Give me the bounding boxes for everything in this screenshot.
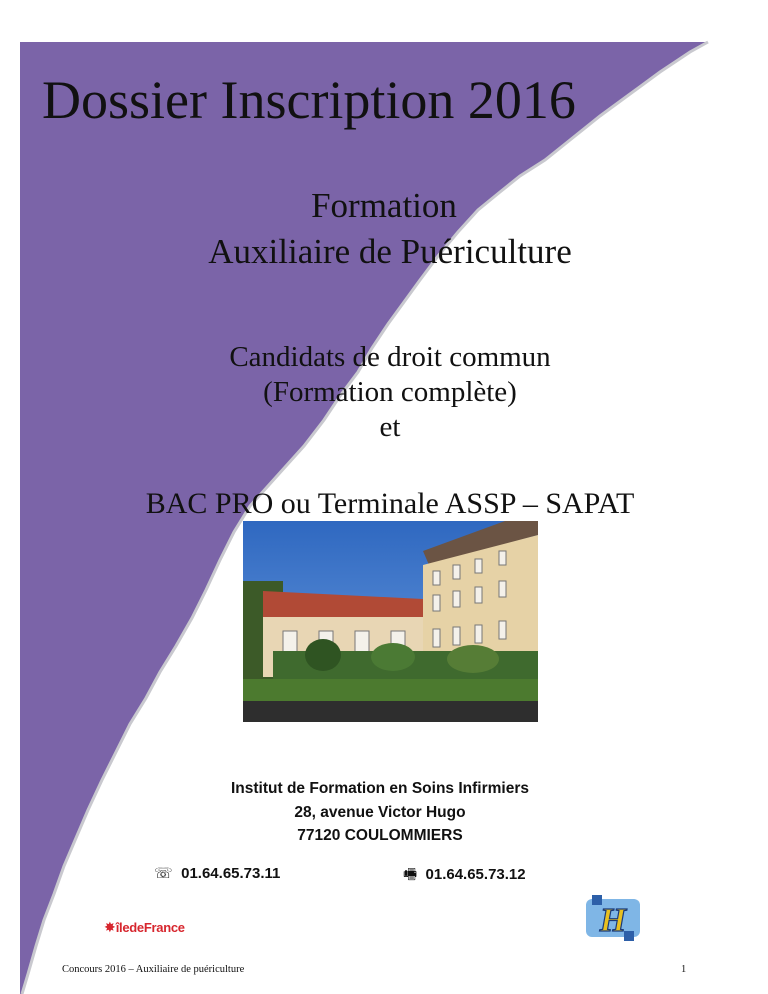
bush — [305, 639, 341, 671]
window — [499, 621, 506, 639]
phone-icon: ☏ — [154, 865, 173, 882]
phone-number: 01.64.65.73.11 — [181, 865, 281, 882]
phone-line — [154, 864, 280, 882]
h-letter-icon: H — [599, 902, 627, 939]
window — [433, 595, 440, 611]
institute-street: 28, avenue Victor Hugo — [294, 804, 466, 821]
region-logo-text: îledeFrance — [115, 920, 185, 935]
window — [453, 591, 460, 607]
fax-number: 01.64.65.73.12 — [425, 866, 526, 883]
window — [475, 587, 482, 603]
star-icon: ✸ — [104, 920, 116, 936]
window — [475, 625, 482, 643]
window — [433, 629, 440, 647]
pavement — [243, 701, 538, 722]
candidates-line-3: et — [379, 411, 401, 443]
document-title: Dossier Inscription 2016 — [42, 70, 576, 130]
bush — [447, 645, 499, 673]
fax-icon: 🖷 — [403, 866, 418, 883]
formation-subheading: Auxiliaire de Puériculture — [208, 232, 572, 271]
bush — [371, 643, 415, 671]
lawn — [243, 679, 538, 703]
footer-text: Concours 2016 – Auxiliaire de puériculture — [62, 964, 245, 975]
window — [453, 565, 460, 579]
institute-city: 77120 COULOMMIERS — [297, 827, 463, 844]
building-photo — [243, 521, 538, 722]
window — [453, 627, 460, 645]
window — [433, 571, 440, 585]
window — [475, 559, 482, 573]
hospital-logo — [582, 893, 644, 943]
window — [499, 581, 506, 597]
ile-de-france-logo — [104, 919, 185, 937]
window — [499, 551, 506, 565]
bac-pro-line: BAC PRO ou Terminale ASSP – SAPAT — [145, 487, 635, 520]
fax-line — [403, 864, 526, 889]
institute-name: Institut de Formation en Soins Infirmiers — [231, 780, 529, 797]
page-number: 1 — [681, 964, 687, 975]
candidates-line-1: Candidats de droit commun — [229, 341, 551, 373]
window — [355, 631, 369, 653]
formation-heading: Formation — [311, 186, 457, 225]
window — [283, 631, 297, 653]
candidates-line-2: (Formation complète) — [263, 376, 517, 408]
